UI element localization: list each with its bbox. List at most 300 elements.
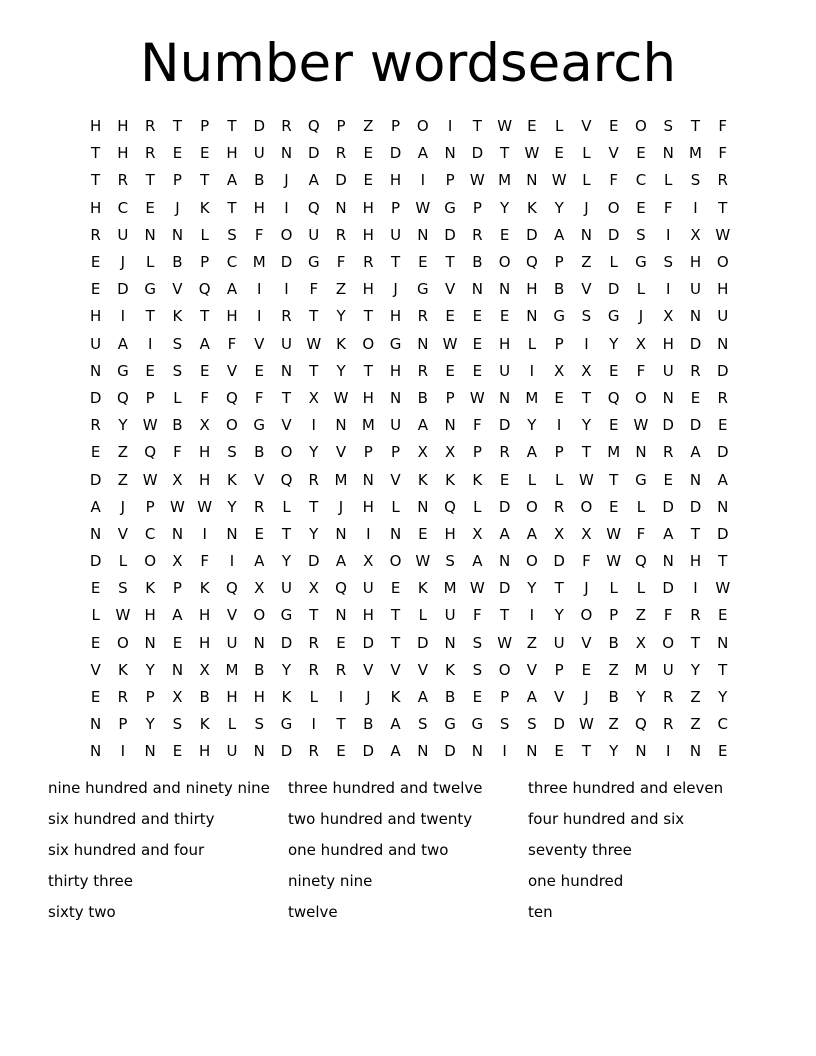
grid-letter: X [308,388,319,407]
grid-letter: S [227,443,237,462]
grid-letter: X [199,660,210,679]
grid-letter: T [309,497,319,516]
grid-letter: N [335,198,347,217]
grid-letter: A [663,524,674,543]
grid-letter: N [417,742,429,761]
grid-letter: M [689,144,702,163]
grid-letter: R [117,688,129,707]
grid-letter: N [499,388,511,407]
grid-letter: X [554,361,565,380]
grid-letter: N [171,660,184,679]
grid-letter: B [472,253,483,272]
grid-letter: X [444,443,456,462]
grid-letter: A [335,552,347,571]
grid-letter: T [718,552,728,571]
grid-letter: J [338,497,344,516]
grid-letter: R [662,443,674,462]
grid-letter: T [309,606,319,625]
grid-letter: L [527,470,537,489]
grid-letter: F [718,144,728,163]
grid-letter: Y [527,579,537,598]
grid-letter: T [172,117,183,136]
grid-letter: H [362,388,374,407]
grid-letter: F [718,117,728,136]
word-list-item: four hundred and six [528,810,685,828]
grid-letter: Y [581,416,591,435]
grid-letter: K [145,579,156,598]
grid-letter: H [444,524,456,543]
grid-letter: T [309,361,319,380]
grid-letter: M [361,416,375,435]
grid-letter: B [608,688,619,707]
grid-letter: D [444,225,456,244]
grid-letter: E [363,171,374,190]
grid-letter: E [445,361,455,380]
word-list-item: seventy three [528,841,632,859]
grid-letter: H [689,253,702,272]
grid-letter: P [391,443,401,462]
grid-letter: V [581,633,592,652]
grid-letter: R [144,117,156,136]
grid-letter: H [389,361,402,380]
grid-letter: W [469,171,485,190]
grid-letter: N [662,388,674,407]
grid-letter: L [173,388,182,407]
grid-letter: G [117,361,129,380]
grid-letter: G [635,253,647,272]
grid-letter: X [690,225,701,244]
grid-letter: R [472,225,483,244]
grid-letter: T [390,606,401,625]
grid-letter: J [366,688,371,707]
grid-letter: Y [609,334,619,353]
grid-letter: N [499,552,511,571]
word-list-item: one hundred and two [288,841,449,859]
grid-letter: H [89,307,102,326]
grid-letter: U [689,280,701,299]
grid-letter: I [120,307,126,326]
grid-letter: Q [226,579,238,598]
grid-letter: D [89,552,102,571]
grid-letter: D [307,552,320,571]
grid-letter: N [662,144,674,163]
grid-letter: Y [145,715,155,734]
grid-letter: H [199,742,211,761]
grid-letter: W [606,552,622,571]
grid-letter: P [554,253,564,272]
word-list-item: nine hundred and ninety nine [48,779,270,797]
grid-letter: I [284,198,289,217]
grid-letter: R [308,660,319,679]
grid-letter: Z [363,117,374,136]
grid-letter: N [444,416,456,435]
grid-letter: W [415,552,431,571]
grid-letter: W [633,416,649,435]
grid-letter: P [554,660,564,679]
grid-letter: T [227,198,237,217]
grid-letter: A [690,443,701,462]
grid-row [82,521,736,548]
grid-letter: A [390,742,401,761]
grid-letter: P [172,579,182,598]
grid-letter: P [472,198,482,217]
grid-letter: F [254,388,264,407]
letter-grid [82,113,736,766]
grid-letter: U [662,660,674,679]
grid-letter: R [281,307,292,326]
grid-letter: I [665,225,671,244]
grid-letter: W [524,144,540,163]
grid-row [82,167,736,194]
grid-letter: R [254,497,265,516]
word-list-item: sixty two [48,903,116,921]
grid-letter: V [363,660,374,679]
grid-letter: P [172,171,182,190]
grid-letter: U [662,361,674,380]
grid-letter: E [145,361,155,380]
grid-letter: N [362,470,374,489]
grid-letter: Q [444,497,456,516]
word-list-item: ninety nine [288,872,373,890]
grid-letter: E [90,579,101,598]
grid-letter: I [311,715,316,734]
grid-letter: P [391,117,401,136]
grid-letter: T [390,253,401,272]
grid-letter: P [554,334,564,353]
grid-letter: T [500,144,510,163]
grid-letter: V [172,280,183,299]
grid-letter: A [199,334,210,353]
grid-letter: R [335,225,347,244]
grid-letter: D [280,633,293,652]
grid-letter: N [635,742,647,761]
grid-letter: E [336,742,346,761]
grid-letter: D [716,443,729,462]
grid-letter: E [690,388,701,407]
grid-letter: A [417,416,428,435]
grid-row [82,548,736,575]
grid-letter: E [718,606,728,625]
grid-row [82,630,736,657]
grid-letter: P [145,497,155,516]
grid-letter: I [665,280,671,299]
grid-letter: D [89,470,102,489]
grid-letter: D [607,225,620,244]
grid-letter: N [144,225,156,244]
grid-letter: Z [335,280,347,299]
grid-letter: A [308,171,319,190]
grid-letter: O [607,198,620,217]
grid-letter: I [366,524,371,543]
grid-letter: B [444,688,456,707]
grid-letter: F [609,171,618,190]
grid-letter: H [498,334,511,353]
grid-letter: I [447,117,453,136]
grid-letter: A [117,334,129,353]
grid-letter: U [117,225,129,244]
grid-letter: Y [145,660,155,679]
grid-row [82,385,736,412]
grid-letter: I [257,280,262,299]
grid-letter: O [498,253,511,272]
grid-letter: I [693,198,698,217]
grid-letter: F [473,416,482,435]
grid-letter: H [362,497,374,516]
grid-letter: W [142,416,158,435]
grid-letter: N [689,742,702,761]
grid-letter: Q [198,280,211,299]
grid-letter: T [91,144,101,163]
grid-letter: V [90,660,101,679]
grid-row [82,439,736,466]
grid-letter: A [254,552,265,571]
grid-letter: A [172,606,183,625]
grid-row [82,412,736,439]
grid-letter: K [117,660,128,679]
grid-letter: N [417,497,429,516]
grid-letter: T [91,171,101,190]
grid-letter: E [390,579,401,598]
word-list-item: thirty three [48,872,133,890]
grid-letter: D [280,742,293,761]
grid-letter: U [281,579,292,598]
grid-letter: V [226,361,238,380]
grid-letter: N [253,633,265,652]
grid-letter: N [717,334,729,353]
grid-letter: D [662,497,674,516]
word-list-item: three hundred and twelve [288,779,483,797]
grid-letter: R [308,633,319,652]
grid-letter: R [117,171,129,190]
grid-letter: I [120,742,126,761]
grid-letter: B [172,416,183,435]
grid-letter: N [417,225,429,244]
grid-letter: F [336,253,346,272]
grid-letter: K [417,470,428,489]
grid-letter: X [663,307,674,326]
grid-letter: N [471,742,483,761]
grid-letter: P [118,715,128,734]
grid-letter: V [335,443,347,462]
grid-letter: R [281,117,292,136]
grid-letter: L [227,715,237,734]
grid-letter: O [116,633,129,652]
grid-letter: H [389,307,402,326]
grid-letter: N [689,307,702,326]
grid-letter: L [527,334,537,353]
grid-letter: Y [309,443,319,462]
grid-letter: A [526,688,538,707]
grid-letter: J [284,171,289,190]
grid-letter: T [500,606,510,625]
grid-letter: Y [636,688,646,707]
grid-letter: K [390,688,401,707]
grid-letter: E [418,253,428,272]
grid-letter: H [226,307,238,326]
grid-letter: L [636,497,646,516]
grid-letter: N [90,715,102,734]
grid-letter: Y [227,497,237,516]
grid-letter: C [144,524,156,543]
grid-letter: Z [608,715,619,734]
grid-letter: F [227,334,237,353]
grid-letter: Q [635,715,647,734]
grid-letter: U [499,361,511,380]
grid-letter: U [553,633,565,652]
grid-letter: N [171,524,184,543]
grid-letter: I [693,579,698,598]
grid-letter: W [142,470,158,489]
grid-letter: O [144,552,157,571]
grid-row [82,466,736,493]
grid-letter: J [120,253,126,272]
grid-letter: N [689,470,702,489]
grid-letter: Y [718,688,728,707]
grid-letter: P [200,253,210,272]
grid-letter: H [253,198,265,217]
grid-letter: U [90,334,102,353]
grid-letter: R [717,171,728,190]
grid-letter: D [117,280,129,299]
grid-letter: Z [690,688,701,707]
grid-letter: T [609,470,619,489]
grid-letter: H [199,470,211,489]
grid-letter: N [526,742,538,761]
grid-letter: B [554,280,565,299]
grid-letter: O [716,253,729,272]
word-list-item: ten [528,903,553,921]
grid-letter: T [336,715,346,734]
grid-row [82,358,736,385]
grid-letter: L [118,552,128,571]
grid-letter: R [553,497,565,516]
grid-letter: D [89,388,102,407]
grid-letter: J [120,497,126,516]
grid-letter: C [717,715,728,734]
grid-letter: Y [609,742,619,761]
grid-letter: D [689,497,702,516]
grid-letter: R [90,416,101,435]
grid-letter: E [499,470,510,489]
grid-letter: D [498,497,511,516]
grid-letter: P [472,443,482,462]
grid-letter: W [715,579,731,598]
grid-letter: E [718,416,728,435]
grid-letter: G [389,334,402,353]
grid-letter: R [308,742,319,761]
grid-letter: P [200,117,210,136]
grid-letter: H [362,280,374,299]
grid-letter: X [581,524,592,543]
grid-letter: E [581,660,592,679]
grid-letter: G [553,307,565,326]
grid-letter: I [202,524,207,543]
grid-letter: N [444,633,456,652]
grid-letter: Y [281,660,292,679]
grid-letter: B [172,253,183,272]
grid-letter: E [608,416,619,435]
grid-letter: E [172,144,183,163]
grid-letter: F [200,388,210,407]
grid-letter: K [199,579,210,598]
grid-letter: N [335,524,347,543]
grid-letter: Y [118,416,128,435]
grid-letter: H [362,225,374,244]
grid-letter: D [471,144,484,163]
grid-letter: S [636,225,646,244]
grid-letter: F [663,198,673,217]
grid-letter: E [472,361,483,380]
grid-letter: A [226,280,238,299]
grid-letter: Q [607,388,620,407]
grid-letter: B [254,660,265,679]
grid-letter: X [417,443,428,462]
grid-letter: O [362,334,375,353]
grid-letter: H [199,443,211,462]
grid-row [82,222,736,249]
grid-letter: E [663,470,673,489]
grid-letter: H [226,688,238,707]
grid-letter: O [525,497,538,516]
grid-letter: C [117,198,129,217]
grid-letter: V [444,280,456,299]
grid-letter: E [499,307,510,326]
grid-letter: W [469,579,485,598]
grid-letter: L [636,579,646,598]
grid-letter: A [526,524,538,543]
grid-letter: W [578,470,594,489]
grid-letter: R [717,388,728,407]
grid-letter: R [417,307,429,326]
grid-letter: V [554,688,565,707]
grid-letter: O [525,552,538,571]
grid-letter: D [444,742,456,761]
grid-letter: Q [144,443,157,462]
grid-letter: W [333,388,349,407]
grid-letter: X [172,688,183,707]
grid-letter: R [662,715,674,734]
grid-letter: Y [554,198,564,217]
grid-letter: N [226,524,238,543]
grid-letter: S [118,579,128,598]
grid-letter: I [529,361,535,380]
grid-letter: N [444,144,456,163]
grid-letter: G [471,715,484,734]
grid-letter: S [499,715,510,734]
grid-letter: Y [527,416,537,435]
grid-letter: G [635,470,647,489]
grid-letter: Z [581,253,592,272]
grid-letter: J [175,198,180,217]
grid-letter: A [554,225,565,244]
grid-letter: H [199,606,211,625]
grid-letter: N [171,225,184,244]
grid-letter: V [581,117,592,136]
grid-letter: Y [281,552,292,571]
grid-letter: E [527,117,537,136]
grid-letter: U [281,334,292,353]
grid-letter: E [199,144,210,163]
grid-letter: C [226,253,238,272]
grid-letter: J [584,579,589,598]
grid-letter: I [502,742,507,761]
grid-letter: L [91,606,100,625]
grid-letter: M [607,443,621,462]
grid-letter: G [444,715,456,734]
grid-letter: S [472,660,483,679]
grid-letter: T [281,388,292,407]
grid-letter: B [254,171,265,190]
